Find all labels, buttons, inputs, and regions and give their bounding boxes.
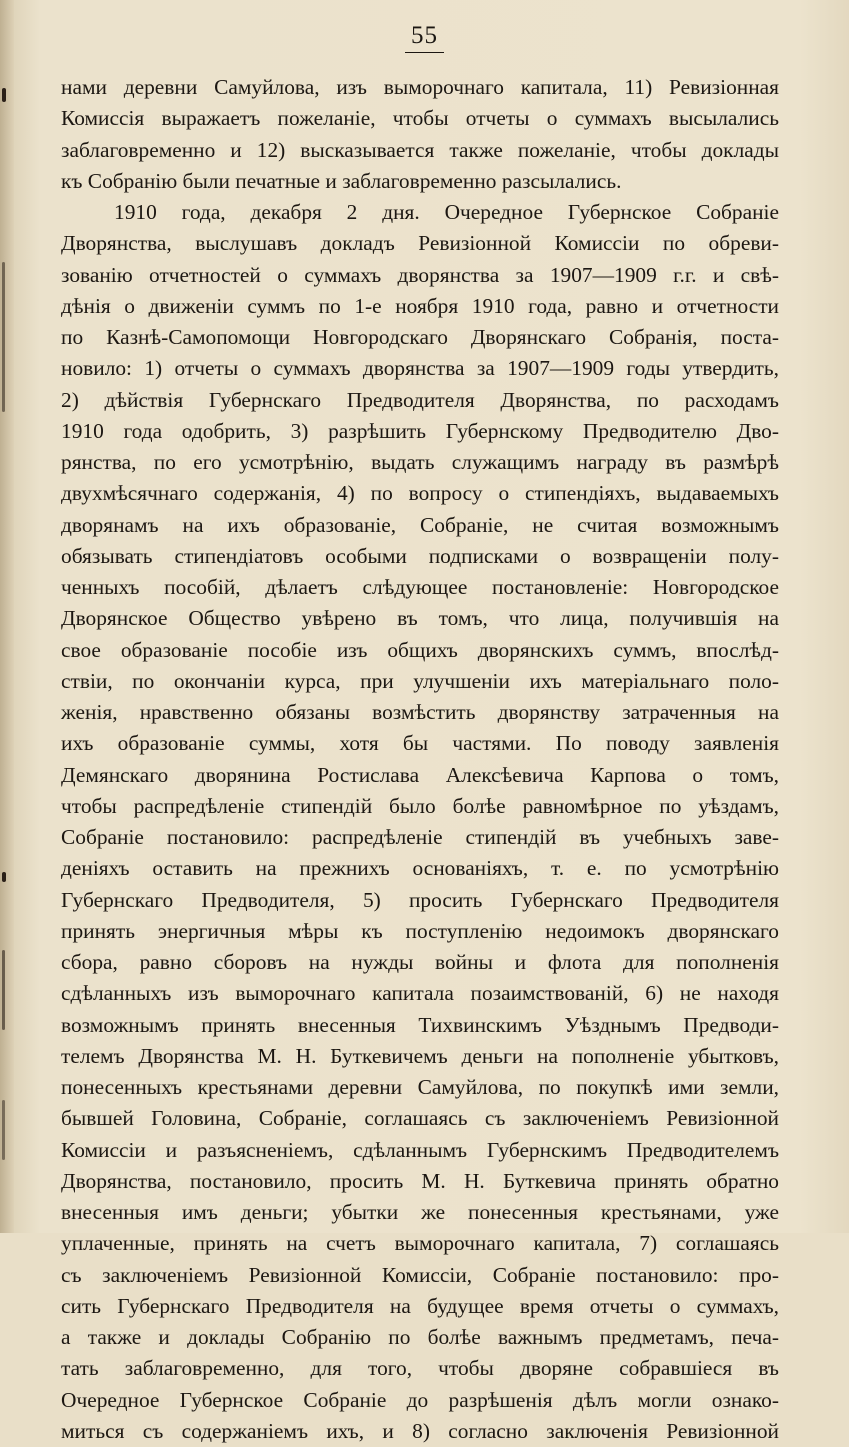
text-line: дворянамъ на ихъ образованіе, Собраніе, не считая возможнымъ bbox=[61, 512, 779, 537]
text-line: дѣнія о движеніи суммъ по 1-е ноября 1910 года, равно и отчетности bbox=[61, 293, 779, 318]
binding-mark bbox=[2, 262, 5, 412]
text-line: Комиссіи и разъясненіемъ, сдѣланнымъ Губернскимъ Предводителемъ bbox=[61, 1137, 779, 1162]
text-line: 2) дѣйствія Губернскаго Предводителя Дворянства, по расходамъ bbox=[61, 387, 779, 412]
binding-mark bbox=[2, 1100, 5, 1160]
text-line: новило: 1) отчеты о суммахъ дворянства за 1907—1909 годы утвердить, bbox=[61, 356, 779, 381]
text-line: 1910 года одобрить, 3) разрѣшить Губернскому Предводителю Дво- bbox=[61, 418, 779, 443]
text-line: зованію отчетностей о суммахъ дворянства за 1907—1909 г.г. и свѣ- bbox=[61, 262, 779, 287]
text-line: тать заблаговременно, для того, чтобы дворяне собравшіеся въ bbox=[61, 1356, 779, 1381]
text-line: принять энергичныя мѣры къ поступленію недоимокъ дворянскаго bbox=[61, 918, 779, 943]
text-line: ихъ образованіе суммы, хотя бы частями. По поводу заявленія bbox=[61, 731, 779, 756]
binding-mark bbox=[2, 872, 6, 882]
text-line: нами деревни Самуйлова, изъ выморочнаго капитала, 11) Ревизіонная bbox=[61, 75, 779, 99]
text-line: телемъ Дворянства М. Н. Буткевичемъ деньги на пополненіе убытковъ, bbox=[61, 1043, 779, 1068]
text-line: 1910 года, декабря 2 дня. Очередное Губернское Собраніе bbox=[114, 200, 779, 224]
text-line: рянства, по его усмотрѣнію, выдать служащимъ награду въ размѣрѣ bbox=[61, 450, 779, 474]
text-line: сить Губернскаго Предводителя на будущее время отчеты о суммахъ, bbox=[61, 1293, 779, 1318]
text-line: внесенныя имъ деньги; убытки же понесенныя крестьянами, уже bbox=[61, 1200, 779, 1224]
text-line: Губернскаго Предводителя, 5) просить Губернскаго Предводителя bbox=[61, 887, 779, 912]
text-line: чтобы распредѣленіе стипендій было болѣе равномѣрное по уѣздамъ, bbox=[61, 793, 779, 818]
text-line: а также и доклады Собранію по болѣе важнымъ предметамъ, печа- bbox=[61, 1325, 779, 1349]
text-line: ченныхъ пособій, дѣлаетъ слѣдующее постановленіе: Новгородское bbox=[61, 575, 779, 599]
text-line: Демянскаго дворянина Ростислава Алексѣевича Карпова о томъ, bbox=[61, 762, 779, 787]
text-line: бывшей Головина, Собраніе, соглашаясь съ заключеніемъ Ревизіонной bbox=[61, 1106, 779, 1131]
text-line: понесенныхъ крестьянами деревни Самуйлова, по покупкѣ ими земли, bbox=[61, 1075, 779, 1099]
text-line: уплаченные, принять на счетъ выморочнаго капитала, 7) соглашаясь bbox=[61, 1231, 779, 1256]
book-spine-edge bbox=[0, 0, 14, 1233]
text-line: сдѣланныхъ изъ выморочнаго капитала позаимствованій, 6) не находя bbox=[61, 981, 779, 1006]
body-text bbox=[61, 72, 779, 1447]
text-line: по Казнѣ-Самопомощи Новгородскаго Дворянскаго Собранія, поста- bbox=[61, 325, 779, 349]
text-line: миться съ содержаніемъ ихъ, и 8) согласно заключенія Ревизіонной bbox=[61, 1418, 779, 1443]
page-number-text: 55 bbox=[405, 22, 444, 53]
text-line: ствіи, по окончаніи курса, при улучшеніи ихъ матеріальнаго поло- bbox=[61, 668, 779, 693]
text-line: возможнымъ принять внесенныя Тихвинскимъ Уѣзднымъ Предводи- bbox=[61, 1012, 779, 1037]
text-line: Комиссія выражаетъ пожеланіе, чтобы отчеты о суммахъ высылались bbox=[61, 106, 779, 131]
text-line: къ Собранію были печатные и заблаговременно разсылались. bbox=[61, 168, 622, 193]
text-line: деніяхъ оставить на прежнихъ основаніяхъ, т. е. по усмотрѣнію bbox=[61, 856, 779, 881]
text-line: двухмѣсячнаго содержанія, 4) по вопросу о стипендіяхъ, выдаваемыхъ bbox=[61, 481, 779, 506]
text-line: свое образованіе пособіе изъ общихъ дворянскихъ суммъ, впослѣд- bbox=[61, 637, 779, 662]
text-line: Собраніе постановило: распредѣленіе стипендій въ учебныхъ заве- bbox=[61, 825, 779, 849]
page-number bbox=[0, 22, 849, 53]
text-line: Очередное Губернское Собраніе до разрѣшенія дѣлъ могли ознако- bbox=[61, 1387, 779, 1412]
text-line: сбора, равно сборовъ на нужды войны и флота для пополненія bbox=[61, 950, 779, 974]
text-line: заблаговременно и 12) высказывается также пожеланіе, чтобы доклады bbox=[61, 137, 779, 162]
text-line: Дворянства, постановило, просить М. Н. Буткевича принять обратно bbox=[61, 1168, 779, 1193]
text-line: обязывать стипендіатовъ особыми подписками о возвращеніи полу- bbox=[61, 543, 779, 568]
text-line: съ заключеніемъ Ревизіонной Комиссіи, Собраніе постановило: про- bbox=[61, 1262, 779, 1287]
binding-mark bbox=[2, 950, 5, 1030]
text-line: Дворянское Общество увѣрено въ томъ, что лица, получившія на bbox=[61, 606, 779, 631]
text-line: Дворянства, выслушавъ докладъ Ревизіонной Комиссіи по обреви- bbox=[61, 231, 779, 256]
text-line: женія, нравственно обязаны возмѣстить дворянству затраченныя на bbox=[61, 700, 779, 724]
binding-mark bbox=[2, 88, 6, 102]
